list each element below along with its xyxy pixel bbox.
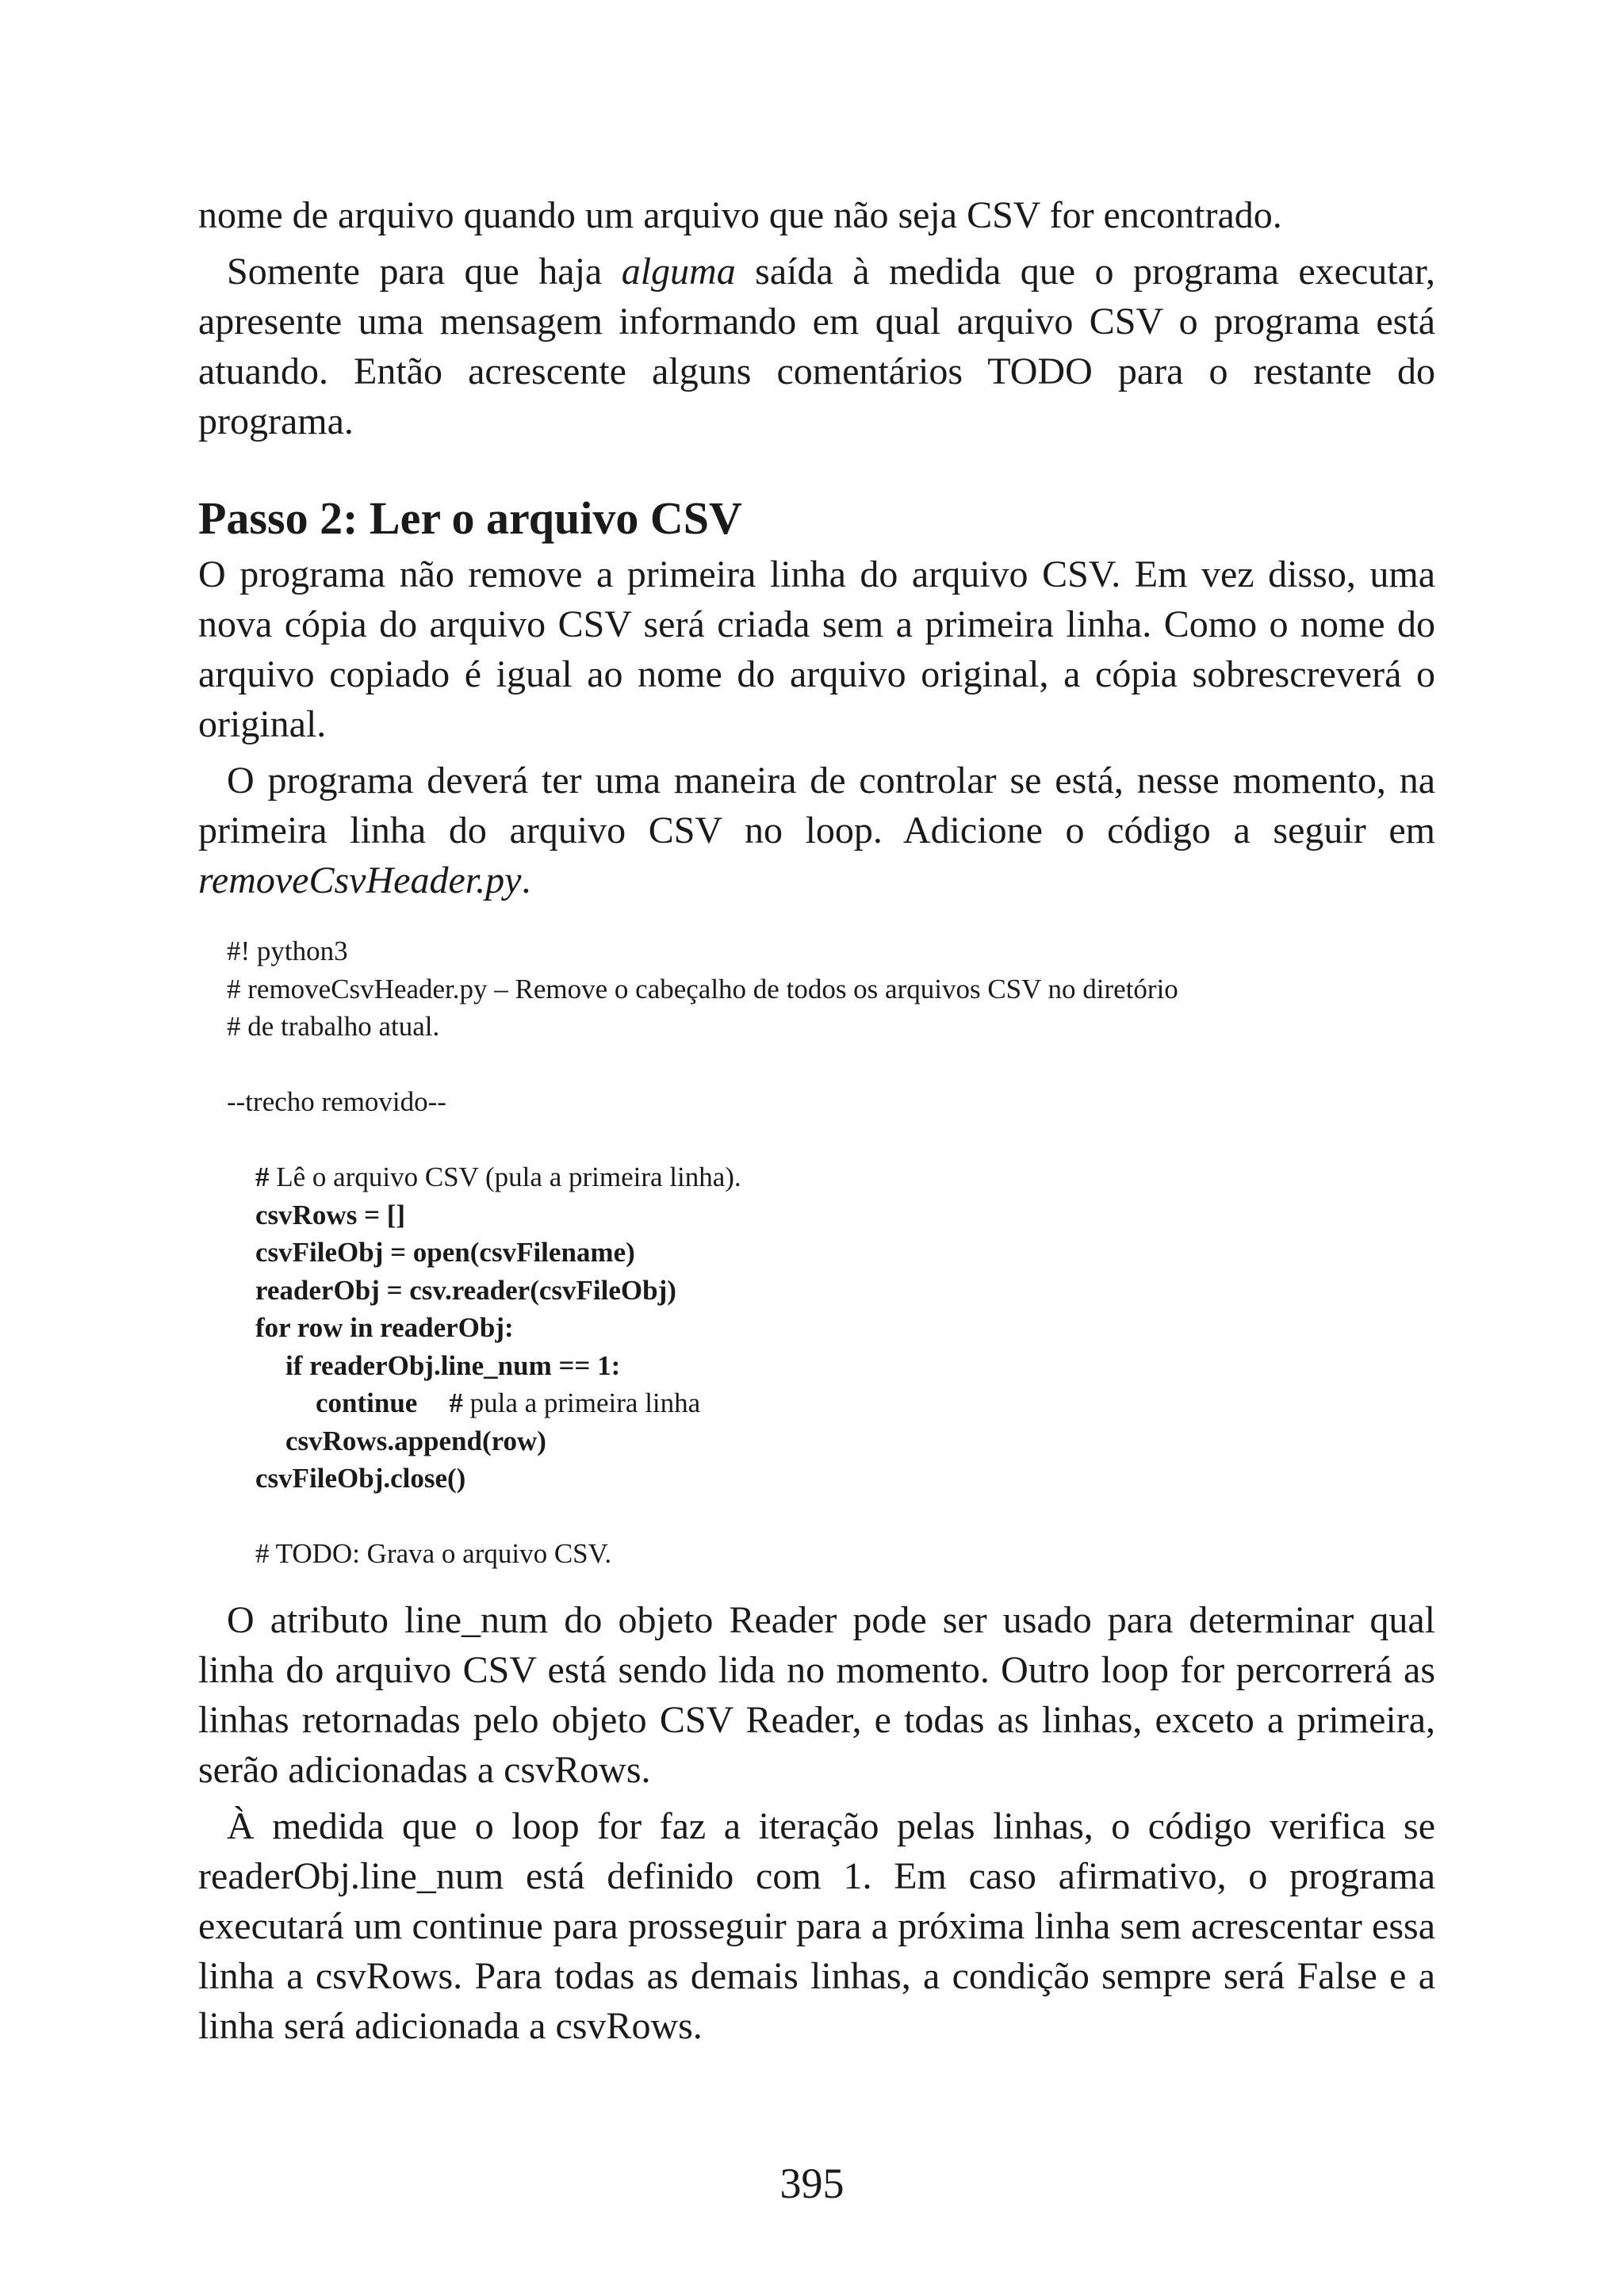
paragraph-loop-explanation: À medida que o loop for faz a iteração pelas linhas, o código verifica se readerObj.line_num está definido com 1. Em caso afirmativo, o programa executará um continue para prosseguir para a próxima linha sem acrescentar essa linha a csvRows. Para todas as demais linhas, a condição sempre será False e a linha será adicionada a csvRows.: [198, 1804, 1435, 2047]
code-line: [227, 1309, 1435, 1347]
code-line: [227, 1384, 1435, 1422]
code-blank-line: [227, 1498, 1435, 1536]
code-bold: readerObj = csv.reader(csvFileObj): [255, 1274, 676, 1306]
code-blank-line: [227, 1121, 1435, 1159]
code-line: [227, 1422, 1435, 1460]
code-line: # TODO: Grava o arquivo CSV.: [255, 1538, 612, 1569]
code-bold: csvFileObj = open(csvFilename): [255, 1237, 635, 1268]
code-blank-line: [227, 1046, 1435, 1084]
code-line: [227, 1196, 1435, 1234]
text-run: O programa deverá ter uma maneira de controlar se está, nesse momento, na primeira linha do arquivo CSV no loop. Adicione o código a seguir em: [198, 760, 1435, 851]
paragraph-add-code: [198, 756, 1435, 905]
code-line: [227, 1158, 1435, 1196]
code-line: [227, 1234, 1435, 1272]
code-bold: continue: [316, 1387, 418, 1418]
page-number: 395: [779, 2160, 845, 2207]
code-line: --trecho removido--: [227, 1086, 446, 1117]
comment-text: Lê o arquivo CSV (pula a primeira linha).: [269, 1161, 741, 1192]
emphasis-alguma: alguma: [621, 251, 736, 293]
code-bold: csvRows = []: [255, 1199, 406, 1230]
paragraph-output-message: [198, 247, 1435, 446]
code-line: [227, 1460, 1435, 1498]
page-content: [198, 190, 1435, 2051]
code-line: # removeCsvHeader.py – Remove o cabeçalho de todos os arquivos CSV no diretório: [227, 973, 1178, 1004]
emphasis-filename: removeCsvHeader.py: [198, 859, 522, 901]
text-run: Somente para que haja: [227, 251, 622, 293]
code-bold: for row in readerObj:: [255, 1312, 514, 1343]
comment-text: pula a primeira linha: [462, 1387, 701, 1418]
code-line: # de trabalho atual.: [227, 1011, 440, 1042]
section-heading: Passo 2: Ler o arquivo CSV: [198, 492, 742, 544]
text-run: .: [521, 859, 531, 901]
code-line: [227, 1347, 1435, 1385]
paragraph-line-num: O atributo line_num do objeto Reader pode ser usado para determinar qual linha do arquivo CSV está sendo lida no momento. Outro loop for percorrerá as linhas retornadas pelo objeto CSV Reader, e todas as linhas, exceto a primeira, serão adicionadas a csvRows.: [198, 1598, 1435, 1791]
code-listing: [227, 932, 1435, 1573]
code-line: [227, 1272, 1435, 1310]
code-bold: csvRows.append(row): [285, 1425, 546, 1456]
code-bold: if readerObj.line_num == 1:: [285, 1349, 621, 1381]
comment-hash: #: [449, 1387, 463, 1418]
code-line: #! python3: [227, 936, 348, 966]
comment-hash: #: [255, 1161, 270, 1192]
text-run: saída à medida que o programa executar, apresente uma mensagem informando em qual arquivo CSV o programa está atuando. Então acrescente alguns comentários TODO para o restante do programa.: [198, 251, 1435, 442]
paragraph-continuation: nome de arquivo quando um arquivo que não seja CSV for encontrado.: [198, 194, 1282, 236]
paragraph-program-copy: O programa não remove a primeira linha do arquivo CSV. Em vez disso, uma nova cópia do arquivo CSV será criada sem a primeira linha. Como o nome do arquivo copiado é igual ao nome do arquivo original, a cópia sobrescreverá o original.: [198, 553, 1435, 745]
code-bold: csvFileObj.close(): [255, 1463, 466, 1494]
